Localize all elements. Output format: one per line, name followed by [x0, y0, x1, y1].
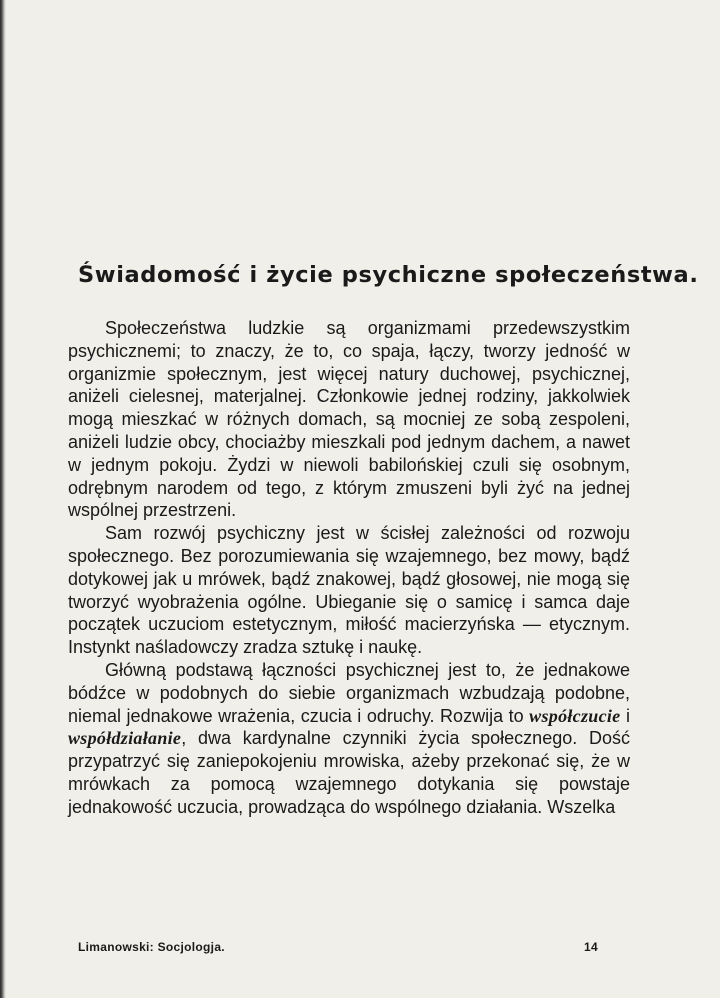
paragraph-3-text-after: , dwa kardynalne czynniki życia społecznego. Dość przypatrzyć się zaniepokojeniu mrowiska, ażeby przekonać się, że w mrówkach za pomocą wzajemnego dotykania się powstaje jednakowość uczucia, prowadząca do wspólnego działania. Wszelka: [68, 728, 630, 817]
paragraph-3-text-mid: i: [620, 705, 631, 726]
body-text: [68, 317, 630, 819]
paragraph-3-text-before: Główną podstawą łączności psychicznej jest to, że jednakowe bódźce w podobnych do siebie organizmach wzbudzają podobne, niemal jednakowe wrażenia, czucia i odruchy. Rozwija to: [68, 659, 630, 726]
footer-signature: Limanowski: Socjologja.: [78, 940, 225, 954]
emphasis-wspoldzialanie: współdziałanie: [68, 728, 182, 749]
paragraph-1: Społeczeństwa ludzkie są organizmami przedewszystkim psychicznemi; to znaczy, że to, co spaja, łączy, tworzy jedność w organizmie społecznym, jest więcej natury duchowej, psychicznej, aniżeli cielesnej, materjalnej. Członkowie jednej rodziny, jakkolwiek mogą mieszkać w różnych domach, są mocniej ze sobą zespoleni, aniżeli ludzie obcy, chociażby mieszkali pod jednym dachem, a nawet w jednym pokoju. Żydzi w niewoli babilońskiej czuli się osobnym, odrębnym narodem od tego, z którym zmuszeni byli żyć na jednej wspólnej przestrzeni.: [68, 318, 630, 521]
emphasis-wspolczucie: współczucie: [529, 705, 621, 726]
page-number: 14: [584, 940, 598, 954]
page-binding-edge: [0, 0, 6, 998]
chapter-heading: Świadomość i życie psychiczne społeczeństwa.: [78, 262, 699, 288]
page-footer: [78, 940, 598, 954]
paragraph-2: Sam rozwój psychiczny jest w ścisłej zależności od rozwoju społecznego. Bez porozumiewania się wzajemnego, bez mowy, bądź dotykowej jak u mrówek, bądź znakowej, bądź głosowej, nie mogą się tworzyć wyobrażenia ogólne. Ubieganie się o samicę i samca daje początek uczuciom estetycznym, miłość macierzyńska — etycznym. Instynkt naśladowczy zradza sztukę i naukę.: [68, 523, 630, 658]
paragraph-3: [68, 659, 630, 819]
